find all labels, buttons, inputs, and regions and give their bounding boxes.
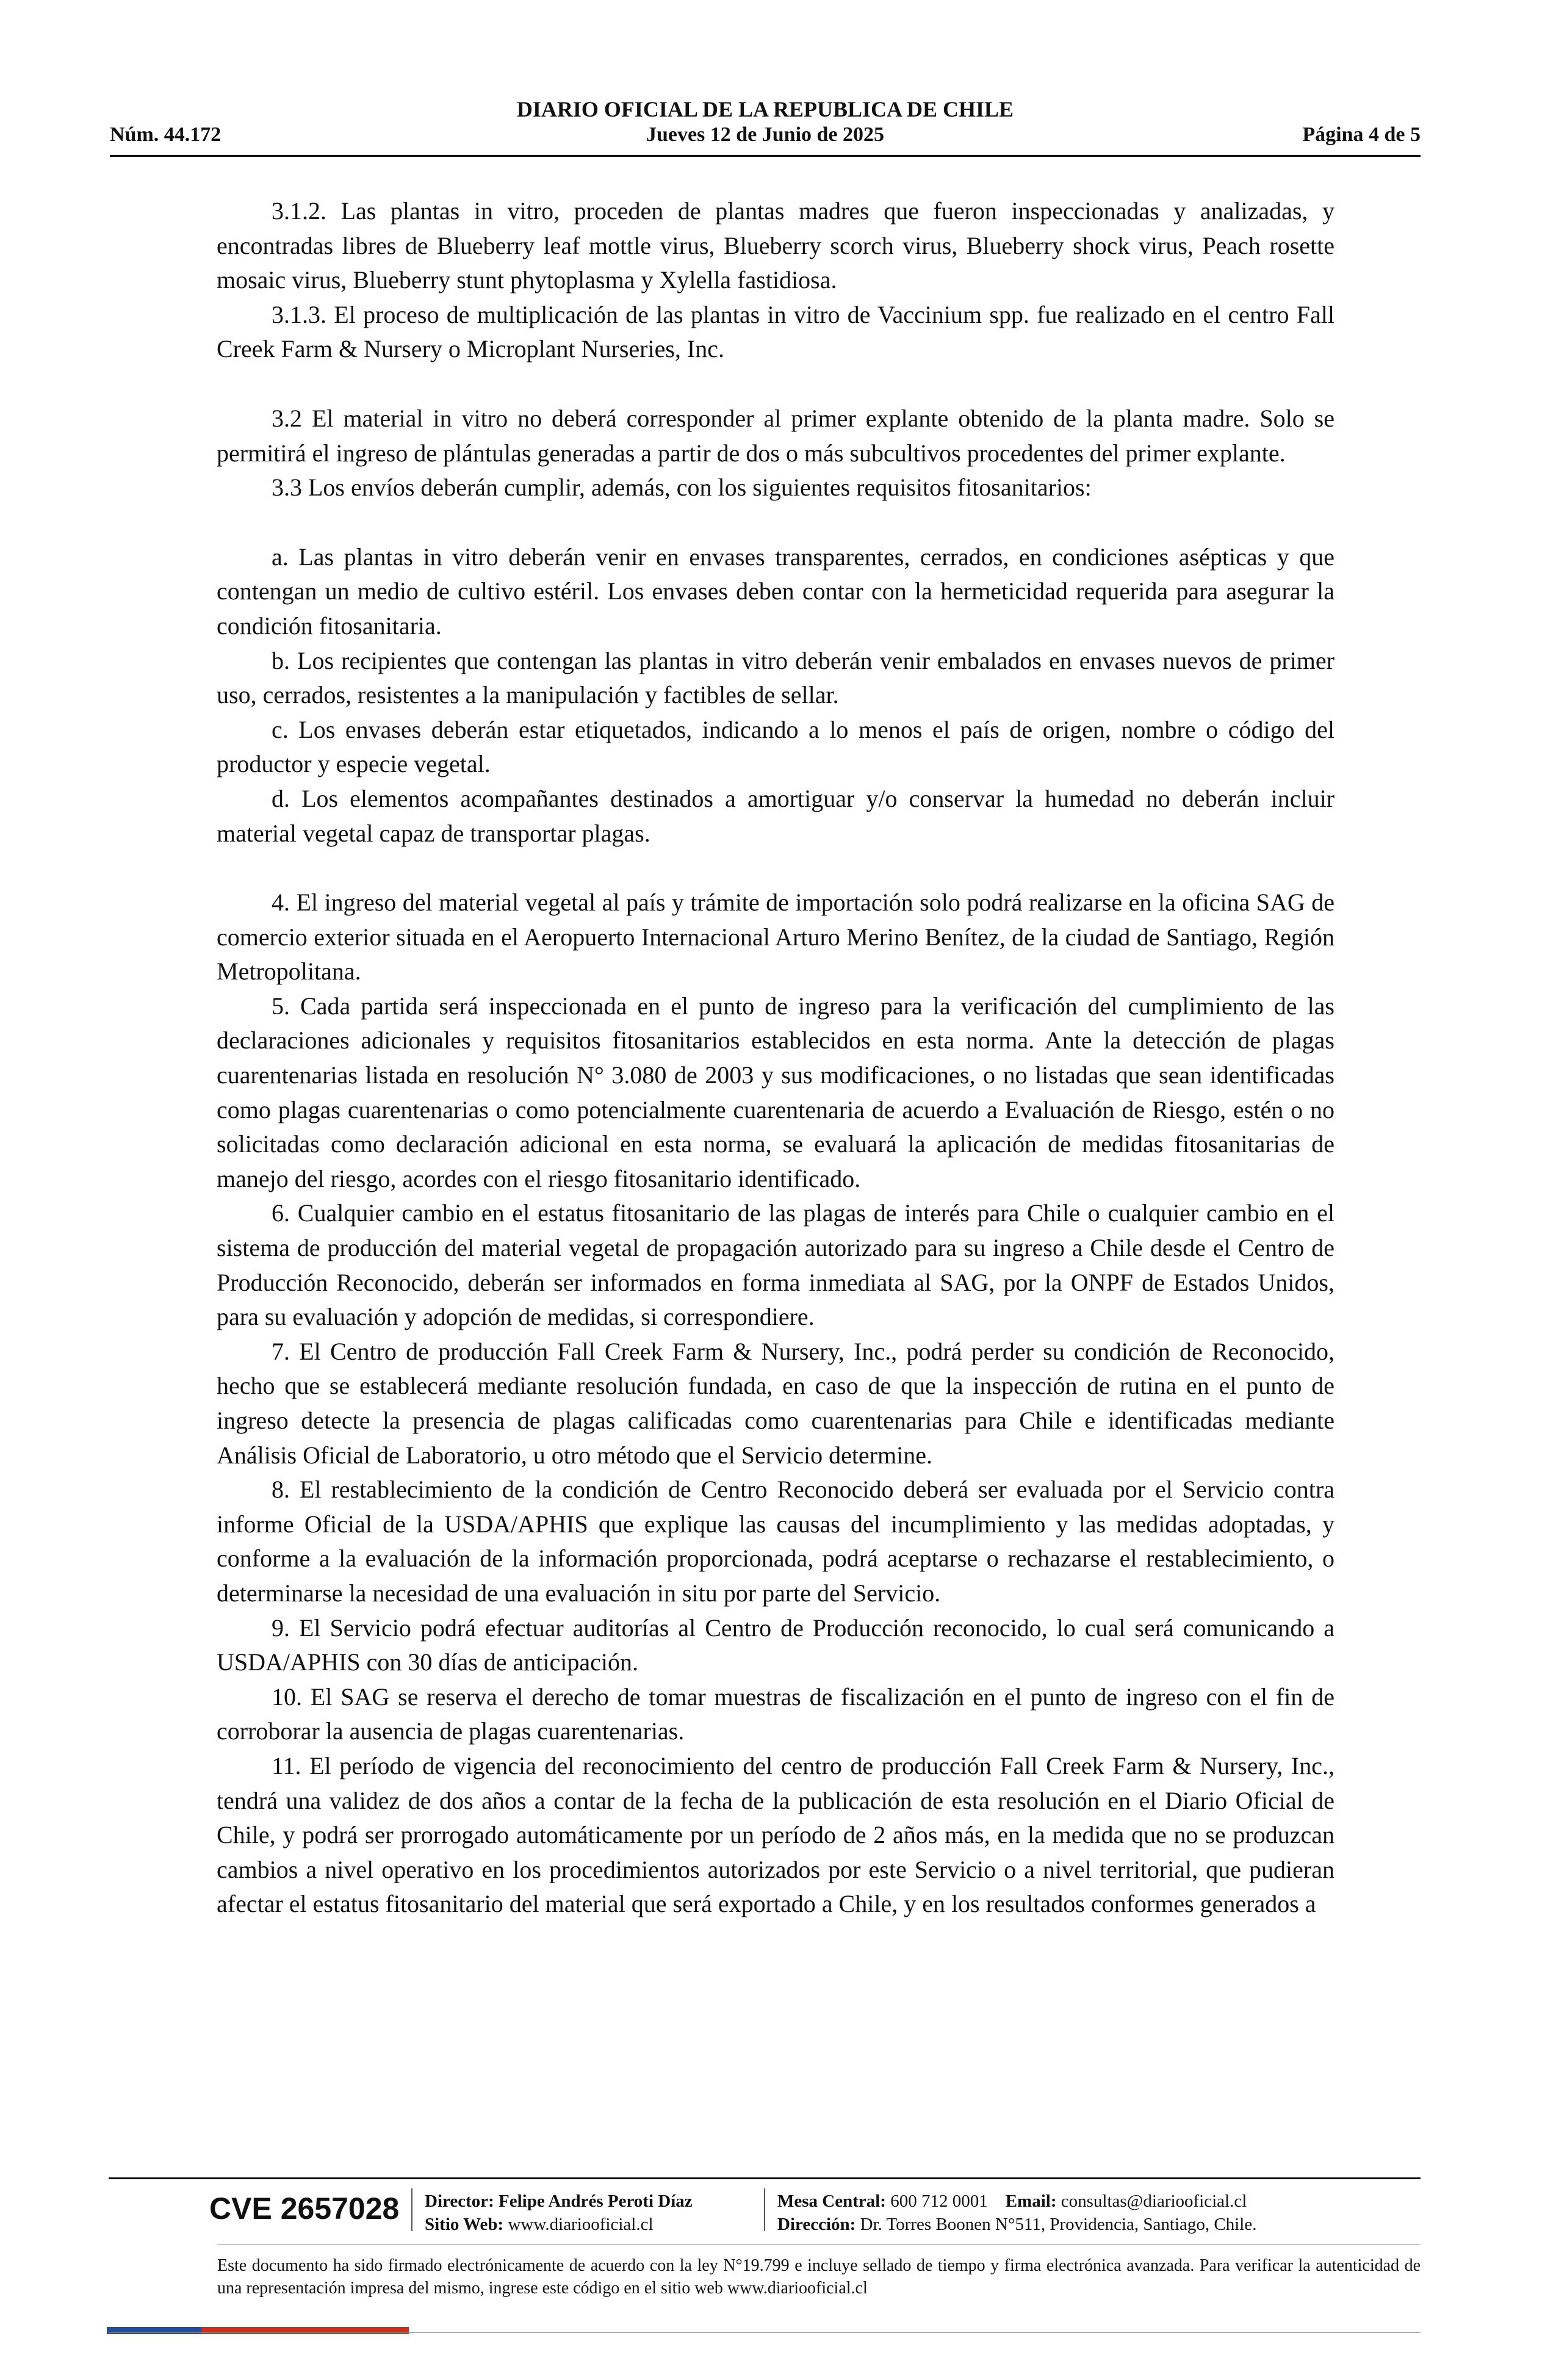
paragraph-5: 5. Cada partida será inspeccionada en el punto de ingreso para la verificación del cumplimiento de las declaraciones adicionales y requisitos fitosanitarios establecidos en esta norma. Ante la detección de plagas cuarentenarias listada en resolución N° 3.080 de 2003 y sus modificaciones, o no listadas que sean identificadas como plagas cuarentenarias o como potencialmente cuarentenaria de acuerdo a Evaluación de Riesgo, estén o no solicitadas como declaración adicional en esta norma, se evaluará la aplicación de medidas fitosanitarias de manejo del riesgo, acordes con el riesgo fitosanitario identificado. <box>217 992 1334 1192</box>
website-link[interactable]: www.diariooficial.cl <box>508 2215 654 2234</box>
paragraph-4: 4. El ingreso del material vegetal al país y trámite de importación solo podrá realizarse en la oficina SAG de comercio exterior situada en el Aeropuerto Internacional Arturo Merino Benítez, de la ciudad de Santiago, Región Metropolitana. <box>217 889 1334 986</box>
paragraph-b: b. Los recipientes que contengan las plantas in vitro deberán venir embalados en envases nuevos de primer uso, cerrados, resistentes a la manipulación y factibles de sellar. <box>217 646 1334 709</box>
website-line <box>425 2213 693 2236</box>
phone-label: Mesa Central: <box>777 2191 886 2211</box>
bottom-rule <box>109 2332 1421 2333</box>
address-value: Dr. Torres Boonen N°511, Providencia, Santiago, Chile. <box>860 2215 1257 2234</box>
footer-divider <box>411 2188 412 2231</box>
paragraph-6: 6. Cualquier cambio en el estatus fitosanitario de las plagas de interés para Chile o cualquier cambio en el sistema de producción del material vegetal de propagación autorizado para su ingreso a Chile desde el Centro de Producción Reconocido, deberán ser informados en forma inmediata al SAG, por la ONPF de Estados Unidos, para su evaluación y adopción de medidas, si correspondiere. <box>217 1199 1334 1331</box>
issue-number: Núm. 44.172 <box>110 123 222 146</box>
footer-rule <box>109 2177 1421 2179</box>
address-line <box>777 2213 1256 2236</box>
director-line <box>425 2190 693 2213</box>
paragraph-a: a. Las plantas in vitro deberán venir en envases transparentes, cerrados, en condiciones asépticas y que contengan un medio de cultivo estéril. Los envases deben contar con la hermeticidad requerida para asegurar la condición fitosanitaria. <box>217 543 1334 640</box>
phone-number: 600 712 0001 <box>890 2191 988 2211</box>
paragraph-10: 10. El SAG se reserva el derecho de tomar muestras de fiscalización en el punto de ingreso con el fin de corroborar la ausencia de plagas cuarentenarias. <box>217 1682 1334 1745</box>
paragraph-11: 11. El período de vigencia del reconocimiento del centro de producción Fall Creek Farm & Nursery, Inc., tendrá una validez de dos años a contar de la fecha de la publicación de esta resolución en el Diario Oficial de Chile, y podrá ser prorrogado automáticamente por un período de 2 años más, en la medida que no se produzcan cambios a nivel operativo en los procedimientos autorizados por este Servicio o a nivel territorial, que pudieran afectar el estatus fitosanitario del material que será exportado a Chile, y en los resultados conformes generados a <box>217 1751 1334 1918</box>
page-number: Página 4 de 5 <box>1302 123 1421 146</box>
paragraph-8: 8. El restablecimiento de la condición de Centro Reconocido deberá ser evaluada por el Servicio contra informe Oficial de la USDA/APHIS que explique las causas del incumplimiento y las medidas adoptadas, y conforme a la evaluación de la información proporcionada, podrá aceptarse o rechazarse el restablecimiento, o determinarse la necesidad de una evaluación in situ por parte del Servicio. <box>217 1476 1334 1607</box>
address-label: Dirección: <box>777 2215 856 2234</box>
document-body <box>217 194 1334 1922</box>
flag-blue-stripe <box>107 2327 201 2334</box>
cve-code: CVE 2657028 <box>209 2191 400 2226</box>
flag-color-bar <box>107 2327 409 2334</box>
paragraph-3-3: 3.3 Los envíos deberán cumplir, además, con los siguientes requisitos fitosanitarios: <box>272 474 1092 502</box>
director-label: Director: <box>425 2191 494 2211</box>
email-link[interactable]: consultas@diariooficial.cl <box>1061 2191 1247 2211</box>
newspaper-title: DIARIO OFICIAL DE LA REPUBLICA DE CHILE <box>516 97 1014 121</box>
paragraph-3-1-3: 3.1.3. El proceso de multiplicación de las plantas in vitro de Vaccinium spp. fue realizado en el centro Fall Creek Farm & Nursery o Microplant Nurseries, Inc. <box>217 300 1334 363</box>
website-label: Sitio Web: <box>425 2215 504 2234</box>
issue-date: Jueves 12 de Junio de 2025 <box>646 123 885 146</box>
legal-notice: Este documento ha sido firmado electrónicamente de acuerdo con la ley N°19.799 e incluye sellado de tiempo y firma electrónica avanzada. Para verificar la autenticidad de una representación impresa del mismo, ingrese este código en el sitio web www.diariooficial.cl <box>217 2256 1421 2298</box>
header-rule <box>110 155 1421 157</box>
paragraph-d: d. Los elementos acompañantes destinados a amortiguar y/o conservar la humedad no deberán incluir material vegetal capaz de transportar plagas. <box>217 784 1334 847</box>
paragraph-3-1-2: 3.1.2. Las plantas in vitro, proceden de plantas madres que fueron inspeccionadas y analizadas, y encontradas libres de Blueberry leaf mottle virus, Blueberry scorch virus, Blueberry shock virus, Peach rosette mosaic virus, Blueberry stunt phytoplasma y Xylella fastidiosa. <box>217 197 1334 294</box>
page-header <box>110 92 1421 157</box>
email-label: Email: <box>1005 2191 1057 2211</box>
paragraph-9: 9. El Servicio podrá efectuar auditorías al Centro de Producción reconocido, lo cual será comunicando a USDA/APHIS con 30 días de anticipación. <box>217 1614 1334 1676</box>
paragraph-7: 7. El Centro de producción Fall Creek Farm & Nursery, Inc., podrá perder su condición de Reconocido, hecho que se establecerá mediante resolución fundada, en caso de que la inspección de rutina en el punto de ingreso detecte la presencia de plagas calificadas como cuarentenarias para Chile e identificadas mediante Análisis Oficial de Laboratorio, u otro método que el Servicio determine. <box>217 1337 1334 1469</box>
footer-divider <box>764 2188 765 2231</box>
flag-red-stripe <box>201 2327 409 2334</box>
paragraph-3-2: 3.2 El material in vitro no deberá corresponder al primer explante obtenido de la planta madre. Solo se permitirá el ingreso de plántulas generadas a partir de dos o más subcultivos procedentes del primer explante. <box>217 404 1334 467</box>
contact-block <box>777 2190 1256 2236</box>
director-name: Felipe Andrés Peroti Díaz <box>499 2191 693 2211</box>
contact-line <box>777 2190 1256 2213</box>
page-footer <box>109 2177 1421 2324</box>
paragraph-c: c. Los envases deberán estar etiquetados, indicando a lo menos el país de origen, nombre o código del productor y especie vegetal. <box>217 715 1334 778</box>
director-block <box>425 2190 693 2236</box>
